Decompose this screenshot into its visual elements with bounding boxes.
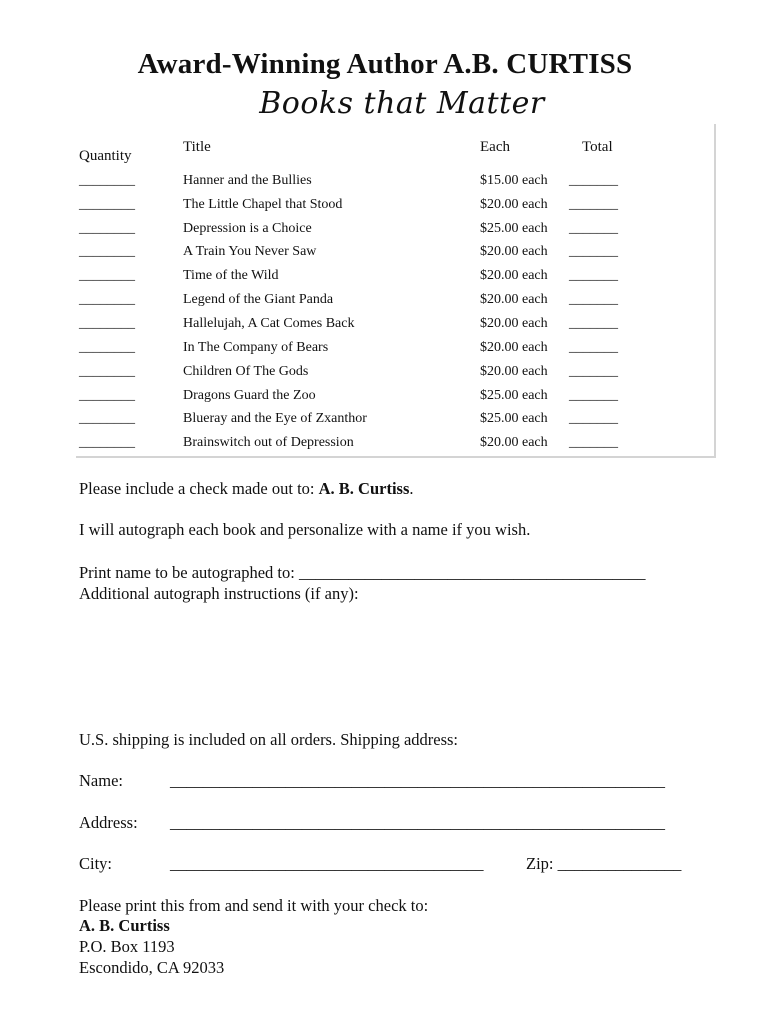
quantity-field[interactable]: ________ <box>79 364 135 379</box>
print-name-field[interactable]: __________________________________________ <box>298 563 646 582</box>
page-subtitle: Books that Matter <box>259 86 545 121</box>
table-row <box>0 411 770 433</box>
quantity-field[interactable]: ________ <box>79 244 135 259</box>
quantity-field[interactable]: ________ <box>79 340 135 355</box>
mailing-intro: Please print this from and send it with your check to: <box>79 896 429 915</box>
quantity-field[interactable]: ________ <box>79 197 135 212</box>
book-price: $25.00 each <box>480 411 548 426</box>
city-field[interactable]: ______________________________________ <box>170 854 484 873</box>
print-name-line <box>79 563 645 583</box>
check-prefix: Please include a check made out to: <box>79 479 319 498</box>
book-title: Children Of The Gods <box>183 364 309 379</box>
shipping-note: U.S. shipping is included on all orders. Shipping address: <box>79 730 459 749</box>
table-row <box>0 340 770 362</box>
total-field[interactable]: _______ <box>569 244 618 259</box>
quantity-field[interactable]: ________ <box>79 411 135 426</box>
total-field[interactable]: _______ <box>569 435 618 450</box>
mailing-po-box: P.O. Box 1193 <box>79 937 175 956</box>
table-row <box>0 292 770 314</box>
book-title: A Train You Never Saw <box>183 244 317 259</box>
column-header-each: Each <box>480 139 510 155</box>
additional-instructions-label: Additional autograph instructions (if any): <box>79 584 359 603</box>
book-price: $20.00 each <box>480 268 548 283</box>
mailing-city-line: Escondido, CA 92033 <box>79 958 225 977</box>
zip-field[interactable]: _______________ <box>557 854 682 873</box>
table-row <box>0 268 770 290</box>
name-label: Name: <box>79 771 123 790</box>
table-row <box>0 388 770 410</box>
quantity-field[interactable]: ________ <box>79 435 135 450</box>
total-field[interactable]: _______ <box>569 364 618 379</box>
book-title: The Little Chapel that Stood <box>183 197 343 212</box>
quantity-field[interactable]: ________ <box>79 268 135 283</box>
zip-label: Zip: <box>526 854 558 873</box>
table-row <box>0 221 770 243</box>
address-label: Address: <box>79 813 138 832</box>
column-header-total: Total <box>582 139 613 155</box>
quantity-field[interactable]: ________ <box>79 173 135 188</box>
address-field[interactable]: ____________________________________________________________ <box>170 813 665 832</box>
total-field[interactable]: _______ <box>569 340 618 355</box>
quantity-field[interactable]: ________ <box>79 292 135 307</box>
book-title: Dragons Guard the Zoo <box>183 388 316 403</box>
book-price: $20.00 each <box>480 364 548 379</box>
column-header-title: Title <box>183 139 211 155</box>
book-price: $20.00 each <box>480 340 548 355</box>
total-field[interactable]: _______ <box>569 268 618 283</box>
table-row <box>0 244 770 266</box>
column-header-quantity: Quantity <box>79 148 132 164</box>
autograph-note: I will autograph each book and personalize with a name if you wish. <box>79 520 531 539</box>
table-row <box>0 364 770 386</box>
quantity-field[interactable]: ________ <box>79 221 135 236</box>
book-title: Blueray and the Eye of Zxanthor <box>183 411 367 426</box>
book-title: Hanner and the Bullies <box>183 173 312 188</box>
quantity-field[interactable]: ________ <box>79 388 135 403</box>
table-row <box>0 197 770 219</box>
book-title: Depression is a Choice <box>183 221 312 236</box>
book-title: Legend of the Giant Panda <box>183 292 334 307</box>
book-title: In The Company of Bears <box>183 340 329 355</box>
book-price: $20.00 each <box>480 435 548 450</box>
total-field[interactable]: _______ <box>569 173 618 188</box>
check-payee: A. B. Curtiss <box>318 479 410 498</box>
book-title: Hallelujah, A Cat Comes Back <box>183 316 355 331</box>
table-row <box>0 435 770 457</box>
total-field[interactable]: _______ <box>569 221 618 236</box>
table-row <box>0 316 770 338</box>
book-title: Time of the Wild <box>183 268 279 283</box>
page-title: Award-Winning Author A.B. CURTISS <box>137 48 633 80</box>
name-field[interactable]: ____________________________________________________________ <box>170 771 665 790</box>
book-price: $25.00 each <box>480 388 548 403</box>
book-price: $25.00 each <box>480 221 548 236</box>
book-title: Brainswitch out of Depression <box>183 435 354 450</box>
mailing-name: A. B. Curtiss <box>79 916 170 935</box>
book-price: $20.00 each <box>480 292 548 307</box>
check-instruction <box>79 479 414 499</box>
total-field[interactable]: _______ <box>569 316 618 331</box>
city-label: City: <box>79 854 113 873</box>
table-row <box>0 173 770 195</box>
total-field[interactable]: _______ <box>569 292 618 307</box>
book-price: $15.00 each <box>480 173 548 188</box>
check-suffix: . <box>409 479 414 498</box>
zip-line <box>526 854 681 874</box>
book-price: $20.00 each <box>480 244 548 259</box>
quantity-field[interactable]: ________ <box>79 316 135 331</box>
total-field[interactable]: _______ <box>569 197 618 212</box>
book-price: $20.00 each <box>480 316 548 331</box>
book-price: $20.00 each <box>480 197 548 212</box>
print-name-label: Print name to be autographed to: <box>79 563 299 582</box>
total-field[interactable]: _______ <box>569 411 618 426</box>
total-field[interactable]: _______ <box>569 388 618 403</box>
